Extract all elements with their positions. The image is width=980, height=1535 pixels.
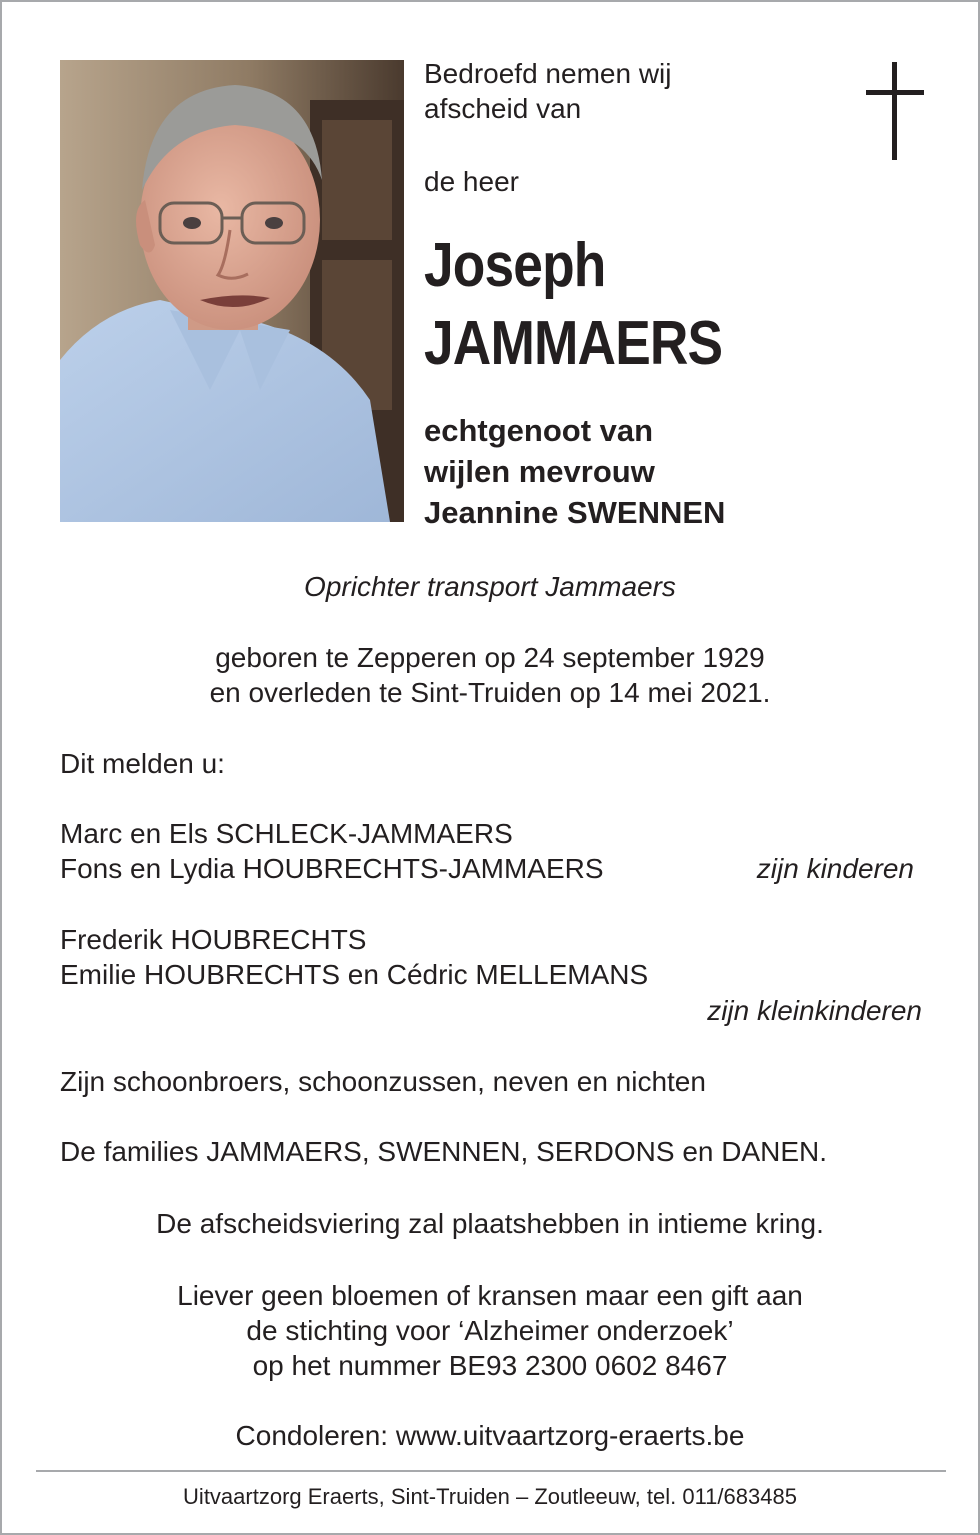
child-name: Marc en Els SCHLECK-JAMMAERS (60, 818, 513, 849)
donation-line-3: op het nummer BE93 2300 0602 8467 (252, 1350, 728, 1381)
ceremony: De afscheidsviering zal plaatshebben in intieme kring. (156, 1208, 824, 1239)
title-text: de heer (424, 166, 519, 197)
cross-icon (866, 62, 924, 162)
children-relation: zijn kinderen (756, 853, 914, 884)
grandchild-name: Frederik HOUBRECHTS (60, 924, 367, 955)
occupation: Oprichter transport Jammaers (304, 571, 676, 602)
footer-text: Uitvaartzorg Eraerts, Sint-Truiden – Zoutleeuw, tel. 011/683485 (183, 1484, 797, 1509)
intro-line-2: afscheid van (424, 93, 582, 124)
portrait-photo (60, 60, 404, 522)
condolences-link[interactable]: Condoleren: www.uitvaartzorg-eraerts.be (235, 1420, 745, 1451)
footer-divider (36, 1470, 946, 1472)
spouse-block (424, 410, 725, 533)
spouse-line-3: Jeannine SWENNEN (424, 495, 726, 530)
donation-line-2: de stichting voor ‘Alzheimer onderzoek’ (246, 1315, 734, 1346)
in-laws: Zijn schoonbroers, schoonzussen, neven en nichten (60, 1066, 706, 1097)
birth-line: geboren te Zepperen op 24 september 1929 (215, 642, 765, 673)
spouse-line-1: echtgenoot van (424, 413, 654, 448)
last-name: JAMMAERS (424, 309, 723, 378)
death-line: en overleden te Sint-Truiden op 14 mei 2021. (209, 677, 771, 708)
grandchildren-relation: zijn kleinkinderen (707, 995, 922, 1026)
spouse-line-2: wijlen mevrouw (424, 454, 655, 489)
intro-line-1: Bedroefd nemen wij (424, 58, 672, 89)
announce-intro: Dit melden u: (60, 748, 225, 779)
intro-text (424, 56, 671, 126)
grandchild-name: Emilie HOUBRECHTS en Cédric MELLEMANS (60, 959, 649, 990)
first-name: Joseph (424, 231, 606, 300)
donation-line-1: Liever geen bloemen of kransen maar een gift aan (177, 1280, 803, 1311)
families: De families JAMMAERS, SWENNEN, SERDONS en DANEN. (60, 1136, 828, 1167)
child-name: Fons en Lydia HOUBRECHTS-JAMMAERS (60, 853, 604, 884)
